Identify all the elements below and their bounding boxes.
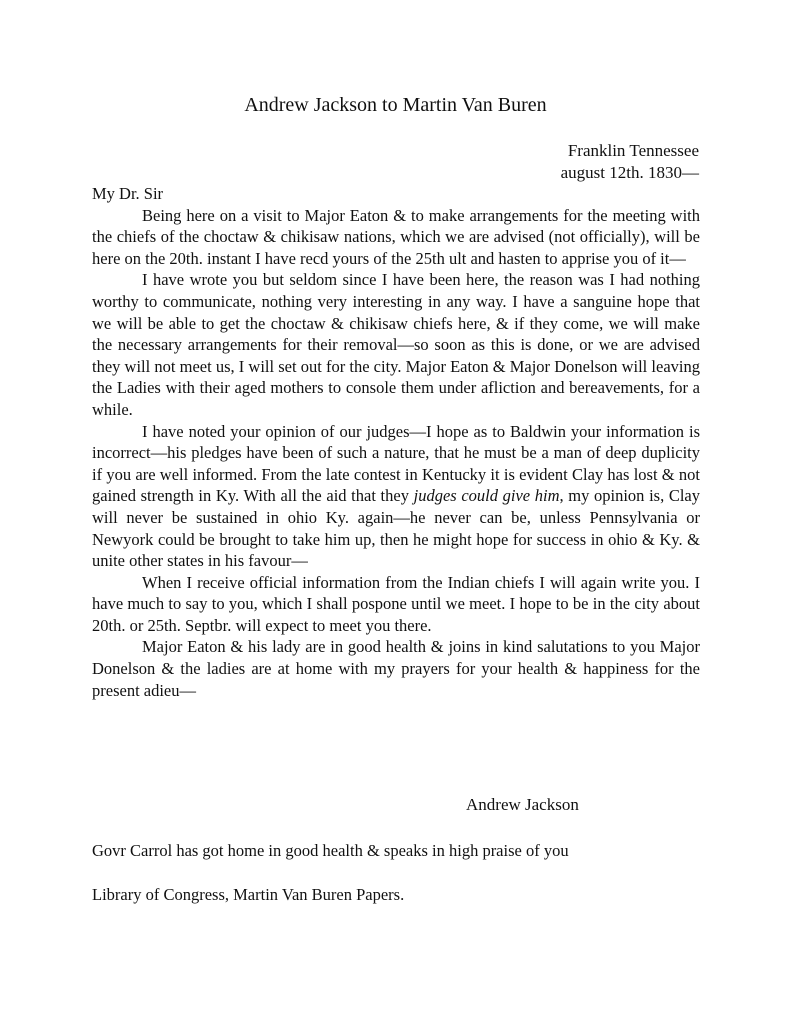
letter-date: august 12th. 1830—: [560, 163, 699, 182]
source-citation: Library of Congress, Martin Van Buren Papers.: [92, 885, 405, 904]
paragraph-1: Being here on a visit to Major Eaton & to make arrangements for the meeting with the chiefs of the choctaw & chikisaw nations, which we are advised (not officially), will be here on the 20th. instant I have recd yours of the 25th ult and hasten to apprise you of it—: [92, 205, 700, 268]
letter-title: Andrew Jackson to Martin Van Buren: [244, 94, 547, 116]
signature: Andrew Jackson: [466, 795, 579, 814]
paragraph-3-text-after: , my opinion is, Clay will never be sustained in ohio Ky. again—he never can be, unless Pennsylvania or Newyork could be brought to take him up, then he might hope for success in ohio & Ky. & unite other states in his favour—: [92, 486, 701, 571]
salutation: My Dr. Sir: [92, 184, 164, 203]
postscript: Govr Carrol has got home in good health & speaks in high praise of you: [92, 841, 569, 860]
paragraph-2: I have wrote you but seldom since I have been here, the reason was I had nothing worthy to communicate, nothing very interesting in any way. I have a sanguine hope that we will be able to get the choctaw & chikisaw chiefs here, & if they come, we will make the necessary arrangements for their removal—so soon as this is done, or we are advised they will not meet us, I will set out for the city. Major Eaton & Major Donelson will leaving the Ladies with their aged mothers to console them under afliction and bereavements, for a while.: [92, 270, 700, 419]
letter-body: [92, 183, 700, 701]
paragraph-3-italic-phrase: judges could give him: [413, 486, 560, 506]
paragraph-5: Major Eaton & his lady are in good health & joins in kind salutations to you Major Donelson & the ladies are at home with my prayers for your health & happiness for the present adieu—: [92, 637, 700, 700]
dateline: [561, 140, 699, 184]
paragraph-4: When I receive official information from the Indian chiefs I will again write you. I have much to say to you, which I shall pospone until we meet. I hope to be in the city about 20th. or 25th. Septbr. will expect to meet you there.: [92, 572, 700, 635]
paragraph-3-text-before: I have noted your opinion of our judges—I hope as to Baldwin your information is incorrect—his pledges have been of such a nature, that he must be a man of deep duplicity if you are well informed. From the late contest in Kentucky it is evident Clay has lost & not gained strength in Ky. With all the aid that they: [92, 421, 700, 506]
paragraph-3: [92, 421, 700, 572]
letter-place: Franklin Tennessee: [567, 141, 699, 160]
